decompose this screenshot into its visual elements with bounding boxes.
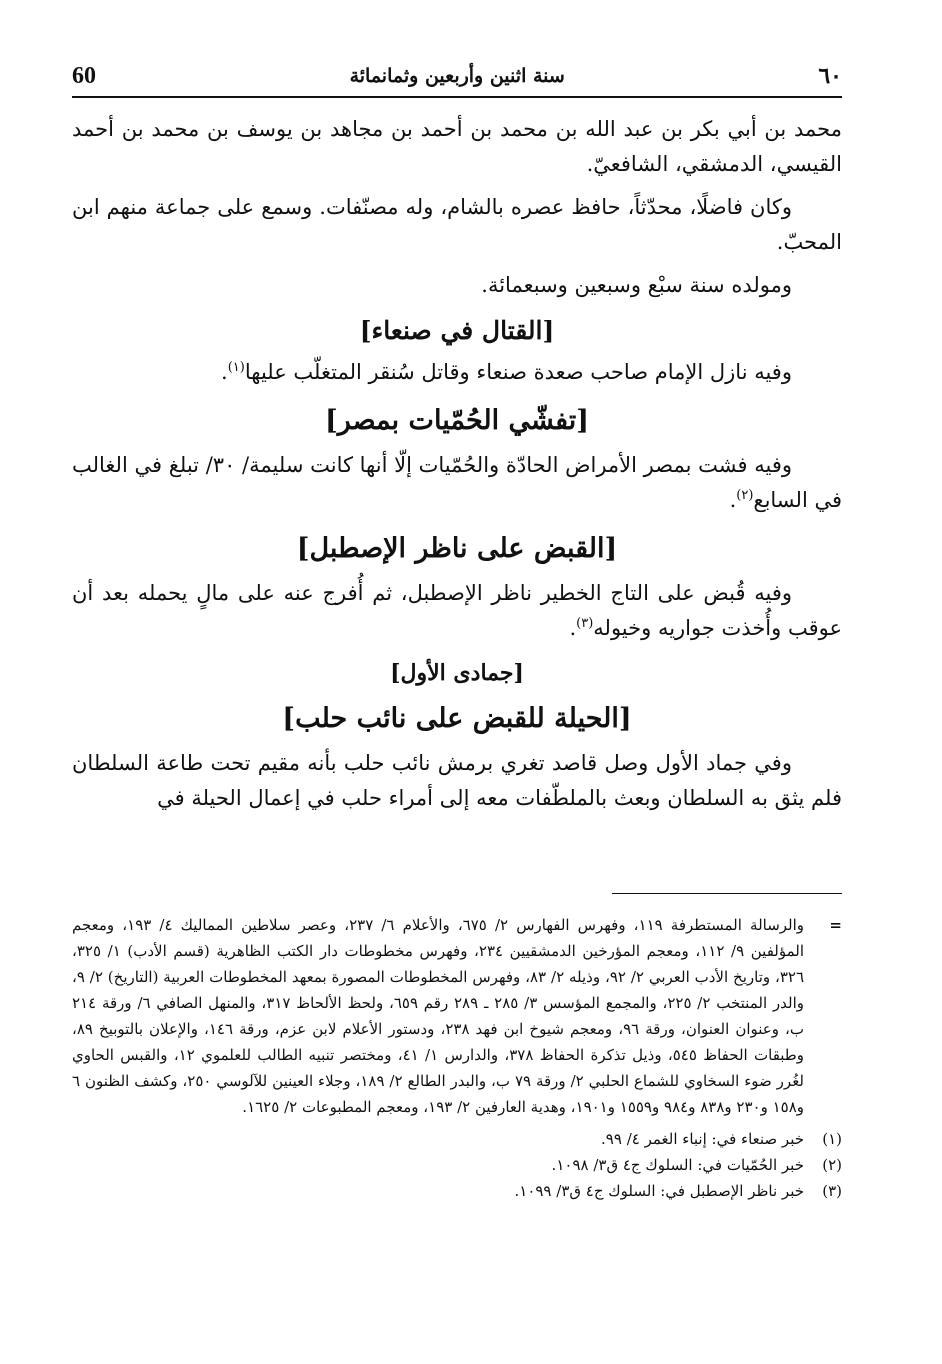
footnote [72, 1126, 842, 1152]
footnote-text: خبر ناظر الإصطبل في: السلوك ج٤ ق٣/ ١٠٩٩. [514, 1182, 804, 1200]
section-heading: [تفشّي الحُمّيات بمصر] [324, 405, 590, 436]
footnote [72, 1178, 842, 1204]
footnote [72, 1152, 842, 1178]
paragraph-end: . [221, 360, 228, 384]
paragraph-text: وفيه قُبض على التاج الخطير ناظر الإصطبل، ثم أُفرج عنه على مالٍ يحمله بعد أن عوقب وأُخذت جواريه وخيوله [72, 581, 842, 640]
footnote-text: خبر الحُمّيات في: السلوك ج٤ ق٣/ ١٠٩٨. [551, 1156, 804, 1174]
page-number-arabic: ٦٠ [818, 63, 842, 89]
paragraph-end: . [729, 488, 737, 512]
footnote-ref: (٢) [736, 488, 754, 503]
paragraph: وفي جماد الأول وصل قاصد تغري برمش نائب حلب بأنه مقيم تحت طاعة السلطان فلم يثق به السلطان وبعث بالملطّفات معه إلى أمراء حلب في إعمال الحيلة في [72, 751, 842, 810]
paragraph [72, 448, 842, 518]
footnote-text: خبر صنعاء في: إنباء الغمر ٤/ ٩٩. [601, 1130, 804, 1148]
paragraph [72, 355, 842, 390]
footnote-ref: (١) [227, 360, 245, 375]
section-heading: [القبض على ناظر الإصطبل] [296, 533, 618, 564]
month-heading: [جمادى الأول] [390, 660, 524, 686]
footnote-ref: (٣) [576, 616, 594, 631]
paragraph [72, 576, 842, 646]
footnote-mark: (٢) [822, 1156, 842, 1174]
footnote-separator [612, 893, 842, 894]
paragraph-text: وفيه نازل الإمام صاحب صعدة صنعاء وقاتل سُنقر المتغلّب عليها [244, 360, 792, 384]
continuation-mark: = [829, 916, 842, 934]
footnote-continuation [72, 912, 842, 1120]
footnote-text: والرسالة المستطرفة ١١٩، وفهرس الفهارس ٢/ ٦٧٥، والأعلام ٦/ ٢٣٧، وعصر سلاطين المماليك ٤/ ١٩٣، ومعجم المؤلفين ٩/ ١١٢، ومعجم المؤرخين الدمشقيين ٢٣٤، وفهرس مخطوطات دار الكتب الظاهرية (قسم الأدب) ١/ ٣٢٥، ٣٢٦، وتاريخ الأدب العربي ٢/ ٩٢، وذيله ٢/ ٨٣، وفهرس المخطوطات المصورة بمعهد المخطوطات العربية (التاريخ) ٢/ ٩، والدر المنتخب ٢/ ٢٢٥، والمجمع المؤسس ٣/ ٢٨٥ ـ ٢٨٩ رقم ٦٥٩، ولحظ الألحاظ ٣١٧، والمنهل الصافي ٦/ ورقة ٢١٤ ب، وعنوان العنوان، ورقة ٩٦، ومعجم شيوخ ابن فهد ٢٣٨، ودستور الأعلام لابن عزم، ورقة ١٤٦، والإعلان بالتوبيخ ٨٩، وطبقات الحفاظ ٥٤٥، وذيل تذكرة الحفاظ ٣٧٨، والدارس ١/ ٤١، ومختصر تنبيه الطالب للعلموي ١٢، والقبس الحاوي لغُرر ضوء السخاوي للشماع الحلبي ٢/ ورقة ٧٩ ب، والبدر الطالع ٢/ ١٨٩، وجلاء العينين للآلوسي ٢٥٠، وكشف الظنون ٦ و١٥٨ و٢٣٠ و٨٣٨ و٩٨٤ و١٥٥٩ و١٩٠١، وهدية العارفين ٢/ ١٩٣، ومعجم المطبوعات ٢/ ١٦٢٥. [72, 916, 805, 1116]
paragraph: ومولده سنة سبْع وسبعين وسبعمائة. [481, 273, 792, 297]
footnote-mark: (١) [822, 1130, 842, 1148]
paragraph-end: . [569, 616, 577, 640]
main-text [72, 112, 842, 824]
section-heading: [الحيلة للقبض على نائب حلب] [282, 703, 632, 734]
running-title: سنة اثنين وأربعين وثمانمائة [349, 65, 565, 87]
paragraph-text: وفيه فشت بمصر الأمراض الحادّة والحُمّيات إلّا أنها كانت سليمة/ ٣٠/ تبلغ في الغالب في السابع [72, 453, 842, 512]
footnotes [72, 912, 842, 1204]
page-header [72, 56, 842, 98]
paragraph: وكان فاضلًا، محدّثاً، حافظ عصره بالشام، وله مصنّفات. وسمع على جماعة منهم ابن المحبّ. [72, 195, 842, 254]
page-number-latin: 60 [72, 62, 96, 89]
section-heading: [القتال في صنعاء] [359, 316, 555, 345]
paragraph: محمد بن أبي بكر بن عبد الله بن محمد بن أحمد بن مجاهد بن يوسف بن محمد بن أحمد القيسي، الدمشقي، الشافعيّ. [72, 117, 842, 176]
footnote-mark: (٣) [822, 1182, 842, 1200]
